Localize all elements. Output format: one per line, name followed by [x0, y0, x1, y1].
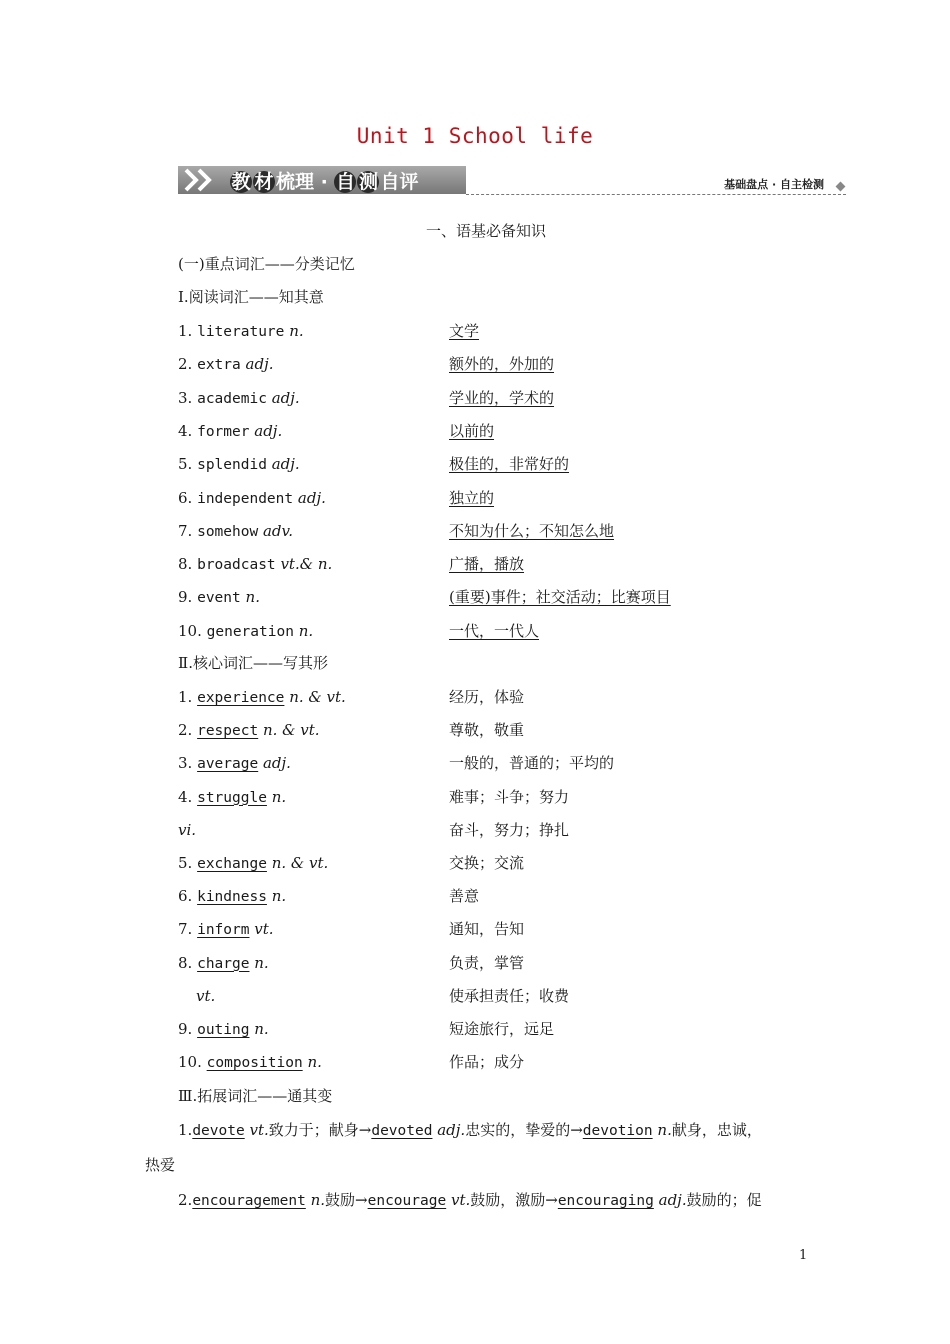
part-of-speech: n.	[307, 1053, 322, 1072]
part3-heading: Ⅲ.拓展词汇——通其变	[178, 1087, 333, 1105]
part-of-speech: n.	[298, 621, 314, 640]
vocab-row	[178, 752, 291, 775]
part-of-speech: n.	[310, 1191, 326, 1209]
meaning-answer: 独立的	[449, 488, 495, 507]
vocab-word: literature	[197, 324, 285, 340]
meaning: 奋斗，努力；挣扎	[449, 820, 570, 839]
meaning: 通知，告知	[449, 920, 525, 939]
item-number: 2.	[178, 1191, 193, 1209]
vocab-row	[178, 819, 196, 841]
part-of-speech: adj.	[271, 455, 300, 474]
expanded-item-1-continued: 热爱	[145, 1156, 176, 1174]
part-of-speech: n.	[254, 953, 269, 972]
item-number: 8.	[178, 953, 193, 972]
item-number: 10.	[178, 621, 202, 640]
word-answer: encourage	[367, 1193, 447, 1209]
diamond-icon	[836, 182, 846, 192]
vocab-row	[178, 852, 328, 875]
word-answer: average	[197, 756, 259, 773]
vocab-row	[178, 586, 260, 609]
vocab-row	[196, 985, 215, 1007]
vocab-row	[178, 453, 300, 476]
meaning: 鼓励→	[325, 1191, 368, 1209]
word-answer: devoted	[371, 1123, 433, 1139]
item-number: 8.	[178, 555, 193, 574]
word-answer: respect	[197, 723, 259, 740]
vocab-word: somehow	[197, 523, 259, 540]
item-number: 10.	[178, 1053, 202, 1072]
meaning-answer: 以前的	[449, 421, 495, 440]
vocab-row	[178, 719, 320, 742]
meaning: 交换；交流	[449, 854, 525, 872]
vocab-row	[178, 786, 286, 809]
banner-circled-char: 自	[335, 171, 355, 193]
meaning-answer: 极佳的，非常好的	[449, 455, 570, 474]
vocab-row	[178, 387, 300, 410]
item-number: 6.	[178, 488, 193, 507]
part-of-speech: n.	[271, 787, 287, 806]
part-of-speech: n.	[254, 1020, 269, 1038]
vocab-row	[178, 620, 313, 643]
double-chevron-icon	[182, 168, 222, 192]
meaning: 致力于；献身→	[268, 1121, 372, 1139]
item-number: 4.	[178, 787, 193, 806]
item-number: 1.	[178, 1121, 193, 1139]
word-answer: devotion	[582, 1123, 653, 1139]
vocab-row	[178, 320, 304, 343]
banner-subtitle: 基础盘点 · 自主检测	[724, 178, 824, 191]
vocab-row	[178, 1018, 269, 1041]
section-banner	[178, 164, 846, 196]
item-number: 5.	[178, 455, 193, 474]
part-of-speech: n. & vt.	[289, 688, 346, 706]
meaning: 善意	[449, 887, 480, 906]
item-number: 9.	[178, 588, 193, 607]
banner-title	[230, 170, 418, 194]
meaning-answer: 文学	[449, 322, 480, 340]
word-answer: outing	[197, 1022, 250, 1038]
banner-text-part: 自评	[380, 171, 419, 193]
page-number: 1	[799, 1248, 808, 1263]
item-number: 2.	[178, 355, 193, 374]
vocab-row	[178, 1051, 322, 1074]
part-of-speech: n.	[245, 588, 260, 607]
item-number: 2.	[178, 721, 193, 740]
part-of-speech: adj.	[254, 421, 283, 440]
banner-bar	[178, 166, 466, 194]
meaning: 一般的，普通的；平均的	[449, 754, 615, 773]
part-of-speech: vt.	[450, 1191, 471, 1209]
part-of-speech: adj.	[262, 754, 291, 773]
sub-heading: (一)重点词汇——分类记忆	[178, 255, 355, 273]
item-number: 3.	[178, 388, 193, 407]
meaning: 鼓励，激励→	[470, 1191, 558, 1209]
item-number: 1.	[178, 322, 193, 340]
vocab-word: independent	[197, 490, 294, 507]
banner-divider	[466, 194, 846, 195]
meaning: 负责，掌管	[449, 953, 525, 972]
part-of-speech: adj.	[437, 1121, 466, 1139]
word-answer: exchange	[197, 856, 267, 872]
word-answer: kindness	[197, 889, 267, 906]
part-of-speech: n. & vt.	[271, 854, 329, 872]
meaning: 难事；斗争；努力	[449, 787, 570, 806]
meaning: 使承担责任；收费	[449, 986, 570, 1005]
vocab-row	[178, 918, 274, 941]
meaning: 经历，体验	[449, 688, 525, 706]
item-number: 9.	[178, 1020, 193, 1038]
meaning: 献身，忠诚，	[671, 1121, 762, 1139]
part-of-speech: n.	[271, 887, 287, 906]
vocab-row	[178, 885, 286, 908]
item-number: 5.	[178, 854, 193, 872]
meaning: 尊敬，敬重	[449, 721, 525, 740]
part-of-speech: vt.& n.	[280, 555, 333, 574]
part-of-speech: adj.	[297, 488, 326, 507]
section-heading: 一、语基必备知识	[426, 222, 547, 240]
part-of-speech: vt.	[254, 920, 274, 939]
word-answer: experience	[197, 690, 285, 706]
part2-heading: Ⅱ.核心词汇——写其形	[178, 654, 328, 672]
vocab-word: splendid	[197, 457, 267, 474]
banner-circled-char: 测	[358, 171, 378, 193]
word-answer: charge	[197, 955, 250, 972]
meaning: 作品；成分	[449, 1053, 525, 1072]
vocab-row	[178, 420, 282, 443]
meaning-answer: 一代，一代人	[449, 621, 540, 640]
vocab-row	[178, 553, 332, 576]
part-of-speech: adj.	[245, 355, 274, 374]
part-of-speech: adv.	[262, 521, 293, 540]
vocab-word: broadcast	[197, 557, 276, 574]
word-answer: struggle	[197, 789, 267, 806]
vocab-row	[178, 952, 269, 975]
part-of-speech: vt.	[196, 986, 216, 1005]
word-answer: devote	[192, 1123, 245, 1139]
word-answer: encouragement	[192, 1193, 306, 1209]
item-number: 7.	[178, 521, 193, 540]
meaning-answer: 学业的，学术的	[449, 388, 555, 407]
vocab-word: event	[197, 590, 241, 607]
banner-circled-char: 材	[254, 171, 274, 193]
vocab-word: former	[197, 423, 250, 440]
vocab-word: generation	[206, 623, 294, 640]
word-answer: encouraging	[557, 1193, 654, 1209]
meaning: 短途旅行，远足	[449, 1020, 555, 1038]
meaning-answer: 广播，播放	[449, 555, 525, 574]
part-of-speech: adj.	[271, 388, 300, 407]
vocab-row	[178, 353, 274, 376]
part-of-speech: adj.	[658, 1191, 687, 1209]
part-of-speech: n.	[289, 322, 304, 340]
part1-heading: Ⅰ.阅读词汇——知其意	[178, 288, 324, 306]
meaning: 忠实的，挚爱的→	[465, 1121, 583, 1139]
item-number: 3.	[178, 754, 193, 773]
item-number: 4.	[178, 421, 193, 440]
part-of-speech: n. & vt.	[262, 721, 320, 740]
banner-text-part: 梳理 ·	[276, 171, 335, 193]
expanded-item-1	[178, 1119, 762, 1142]
item-number: 6.	[178, 887, 193, 906]
banner-circled-char: 教	[231, 171, 251, 193]
part-of-speech: n.	[657, 1121, 672, 1139]
expanded-item-2	[178, 1189, 762, 1212]
part-of-speech: vt.	[249, 1121, 269, 1139]
word-answer: composition	[206, 1055, 303, 1072]
item-number: 1.	[178, 688, 193, 706]
meaning-answer: 额外的，外加的	[449, 355, 555, 374]
meaning-answer: (重要)事件；社交活动；比赛项目	[449, 588, 671, 607]
vocab-word: academic	[197, 390, 267, 407]
part-of-speech: vi.	[178, 820, 197, 839]
meaning: 鼓励的；促	[686, 1191, 762, 1209]
word-answer: inform	[197, 922, 250, 939]
meaning-answer: 不知为什么；不知怎么地	[449, 521, 615, 540]
item-number: 7.	[178, 920, 193, 939]
vocab-row	[178, 520, 293, 543]
vocab-row	[178, 487, 326, 510]
vocab-row	[178, 686, 346, 709]
vocab-word: extra	[197, 357, 241, 374]
unit-title: Unit 1 School life	[356, 124, 594, 148]
